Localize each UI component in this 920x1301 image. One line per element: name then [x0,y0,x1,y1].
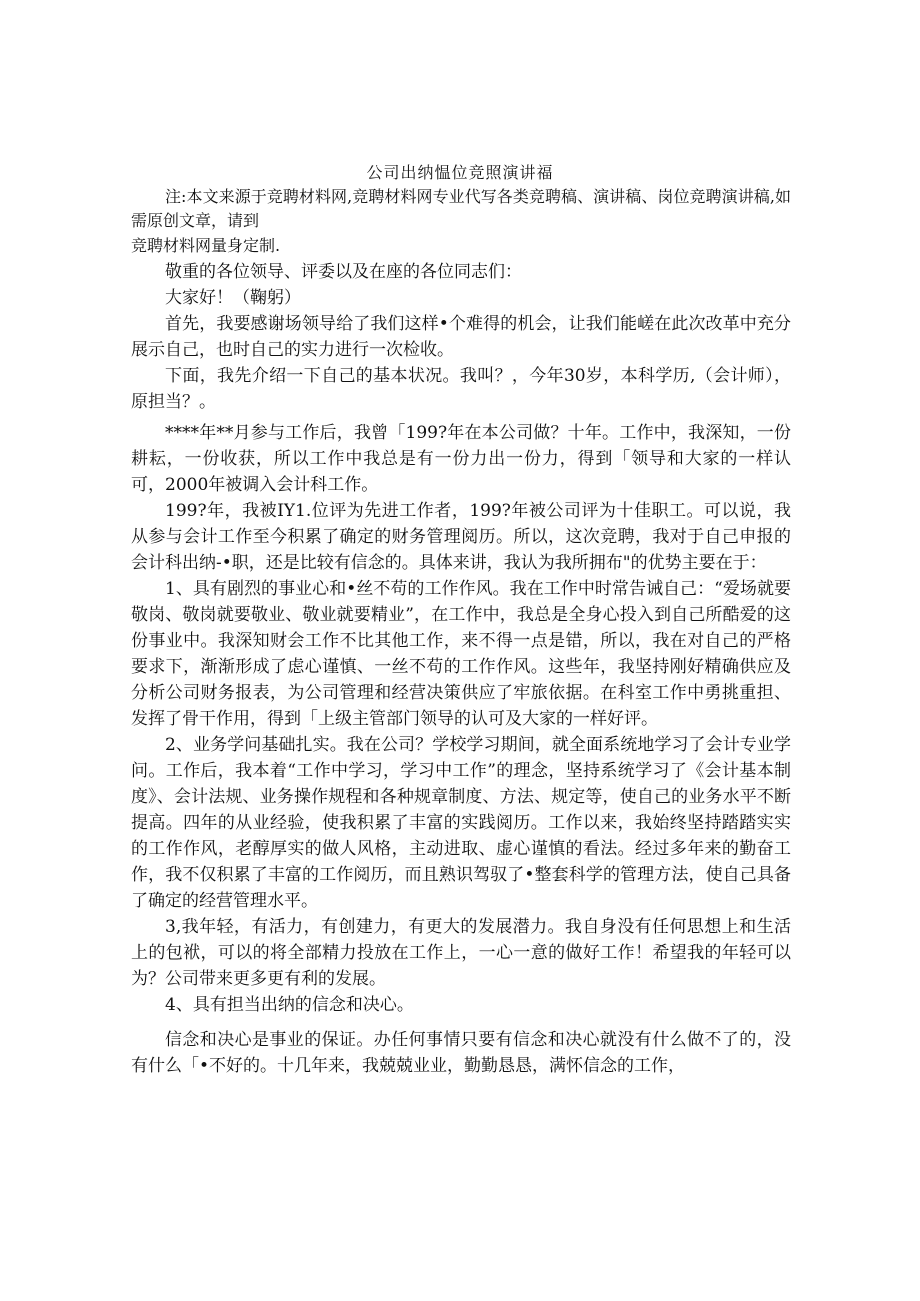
strength-paragraph-1: 1、具有剧烈的事业心和•丝不苟的工作作风。我在工作中时常告诫自己：“爱场就要敬岗、敬岗就要敬业、敬业就要精业”，在工作中，我总是全身心投入到自己所酷爱的这份事业中。我深知财会工作不比其他工作，来不得一点是错，所以，我在对自己的严格要求下，渐渐形成了虑心谨慎、一丝不苟的工作作风。这些年，我坚持刚好精确供应及分析公司财务报表，为公司管理和经营决策供应了牢旅依据。在科室工作中勇挑重担、发挥了骨干作用，得到「上级主管部门领导的认可及大家的一样好评。 [131,579,791,729]
body-paragraph: 199?年，我被IY1.位评为先进工作者，199?年被公司评为十佳职工。可以说，我从参与会计工作至今积累了确定的财务管理阅历。所以，这次竞聘，我对于自己申报的会计科出纳-•职，还是比较有信念的。具体来讲，我认为我所拥布"的优势主要在于： [131,501,791,573]
source-note-continuation: 竞聘材料网量身定制. [131,236,281,255]
source-note: 注:本文来源于竞聘材料网,竞聘材料网专业代写各类竞聘稿、演讲稿、岗位竞聘演讲稿,如需原创文章，请到 [131,187,791,230]
body-paragraph: 首先，我要感谢场领导给了我们这样•个难得的机会，让我们能嵯在此次改革中充分展示自己，也时自己的实力进行一次检收。 [131,314,791,360]
greeting-paragraph: 大家好！（鞠躬） [165,288,301,308]
strength-paragraph-4: 4、具有担当出纳的信念和决心。 [165,995,414,1015]
body-paragraph: 下面，我先介绍一下自己的基本状况。我叫？，今年30岁，本科学历,（会计师），原担当？。 [131,366,791,412]
strength-paragraph-2: 2、业务学问基础扎实。我在公司？学校学习期间，就全面系统地学习了会计专业学问。工作后，我本着“工作中学习，学习中工作”的理念，坚持系统学习了《会计基本制度》、会计法规、业务操作规程和各种规章制度、方法、规定等，使自己的业务水平不断提高。四年的从业经验，使我积累了丰富的实践阅历。工作以来，我始终坚持踏踏实实的工作作风，老醇厚实的做人风格，主动进取、虚心谨慎的看法。经过多年来的勤奋工作，我不仅积累了丰富的工作阅历，而且熟识驾驭了•整套科学的管理方法，使自己具备了确定的经营管理水平。 [131,735,791,911]
strength-paragraph-3: 3,我年轻，有活力，有创建力，有更大的发展潜力。我自身没有任何思想上和生活上的包袱，可以的将全部精力投放在工作上，一心一意的做好工作！希望我的年轻可以为？公司带来更多更有利的发展。 [131,917,791,989]
salutation-paragraph: 敬重的各位领导、评委以及在座的各位同志们： [165,262,522,282]
document-body [131,185,791,1079]
body-paragraph: 信念和决心是事业的保证。办任何事情只要有信念和决心就没有什么做不了的，没有什么「•不好的。十几年来，我兢兢业业，勤勤恳恳，满怀信念的工作， [131,1030,791,1076]
document-title: 公司出纳愠位竞照演讲福 [366,163,554,182]
body-paragraph: ****年**月参与工作后，我曾「199?年在本公司做？十年。工作中，我深知，一份耕耘，一份收获，所以工作中我总是有一份力出一份力，得到「领导和大家的一样认可，2000年被调入会计科工作。 [131,423,791,495]
